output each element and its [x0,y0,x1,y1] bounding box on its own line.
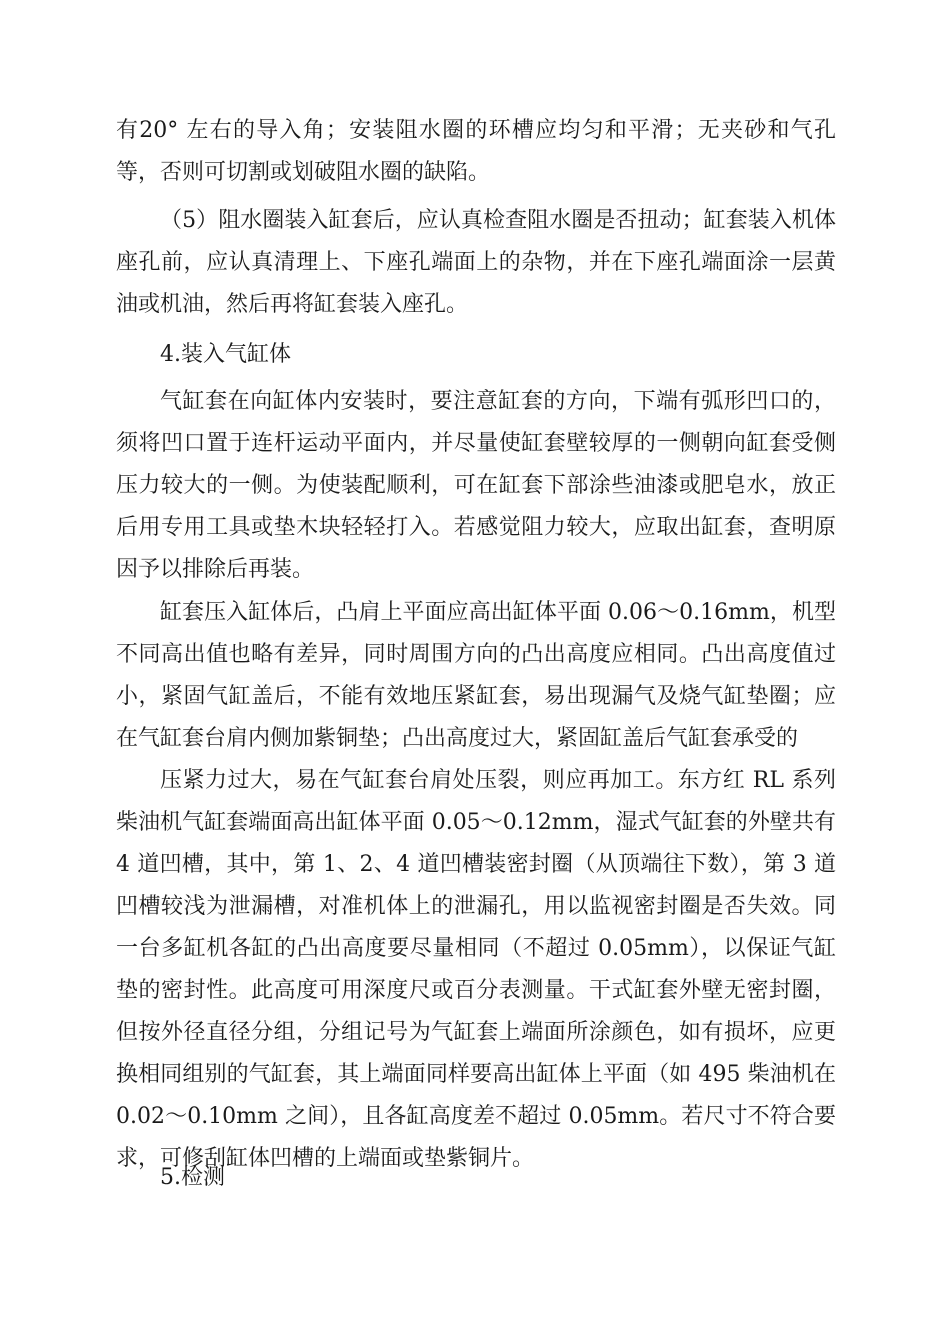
paragraph-guide-angle: 有20° 左右的导入角；安装阻水圈的环槽应均匀和平滑；无夹砂和气孔等，否则可切割或划破阻水圈的缺陷。 [116,118,836,185]
paragraph-seal-ring-check: （5）阻水圈装入缸套后，应认真检查阻水圈是否扭动；缸套装入机体座孔前，应认真清理上、下座孔端面上的杂物，并在下座孔端面涂一层黄油或机油，然后再将缸套装入座孔。 [116,208,836,317]
section-heading-install-cylinder: 4.装入气缸体 [160,342,291,367]
paragraph-liner-direction: 气缸套在向缸体内安装时，要注意缸套的方向，下端有弧形凹口的，须将凹口置于连杆运动平面内，并尽量使缸套壁较厚的一侧朝向缸套受侧压力较大的一侧。为使装配顺利，可在缸套下部涂些油漆或肥皂水，放正后用专用工具或垫木块轻轻打入。若感觉阻力较大，应取出缸套，查明原因予以排除后再装。 [116,389,836,582]
section-heading-inspection: 5.检测 [160,1165,225,1190]
paragraph-protrusion-height: 缸套压入缸体后，凸肩上平面应高出缸体平面 0.06～0.16mm，机型不同高出值也略有差异，同时周围方向的凸出高度应相同。凸出高度值过小，紧固气缸盖后，不能有效地压紧缸套，易出现漏气及烧气缸垫圈；应在气缸套台肩内侧加紫铜垫；凸出高度过大，紧固缸盖后气缸套承受的 [116,600,836,751]
paragraph-pressing-force: 压紧力过大，易在气缸套台肩处压裂，则应再加工。东方红 RL 系列柴油机气缸套端面高出缸体平面 0.05～0.12mm，湿式气缸套的外壁共有 4 道凹槽，其中，第 1、2、4 道凹槽装密封圈（从顶端往下数），第 3 道凹槽较浅为泄漏槽，对准机体上的泄漏孔，用以监视密封圈是否失效。同一台多缸机各缸的凸出高度要尽量相同（不超过 0.05mm），以保证气缸垫的密封性。此高度可用深度尺或百分表测量。干式缸套外壁无密封圈，但按外径直径分组，分组记号为气缸套上端面所涂颜色，如有损坏，应更换相同组别的气缸套，其上端面同样要高出缸体上平面（如 495 柴油机在 0.02～0.10mm 之间），且各缸高度差不超过 0.05mm。若尺寸不符合要求，可修刮缸体凹槽的上端面或垫紫铜片。 [116,768,836,1171]
